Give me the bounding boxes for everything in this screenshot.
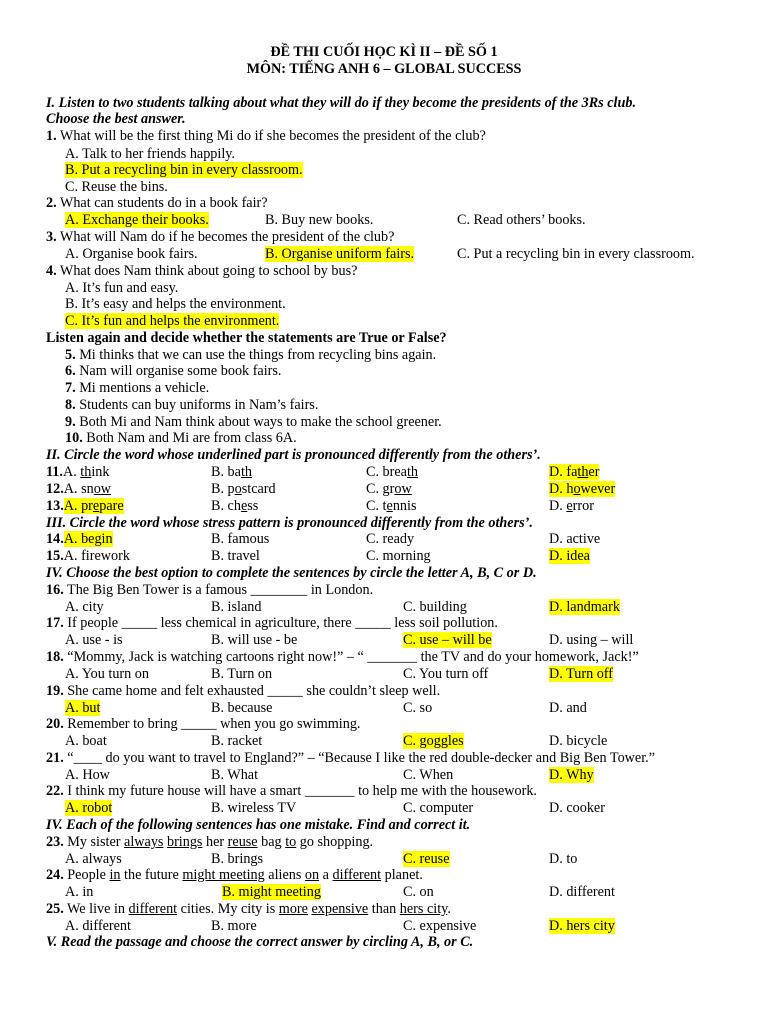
statement-7: 7. Mi mentions a vehicle. [65, 380, 210, 396]
q12-a[interactable]: 12.A. snow [46, 481, 112, 497]
question-18: 18. “Mommy, Jack is watching cartoons right now!” – “ _______ the TV and do your homework, Jack!” [46, 649, 639, 665]
q16-a[interactable]: A. city [65, 599, 104, 615]
q11-a[interactable]: 11.A. think [46, 464, 110, 480]
q11-d[interactable]: D. father [549, 464, 600, 480]
q15-a[interactable]: 15.A. firework [46, 548, 130, 564]
q19-a[interactable]: A. but [65, 700, 101, 716]
q13-b[interactable]: B. chess [211, 498, 259, 514]
q19-d[interactable]: D. and [549, 700, 587, 716]
question-2: 2. What can students do in a book fair? [46, 195, 268, 211]
q22-a[interactable]: A. robot [65, 800, 113, 816]
q25-b[interactable]: B. more [211, 918, 257, 934]
q13-d[interactable]: D. error [549, 498, 594, 514]
question-24: 24. People in the future might meeting aliens on a different planet. [46, 867, 423, 883]
q14-b[interactable]: B. famous [211, 531, 270, 547]
q24-a[interactable]: A. in [65, 884, 94, 900]
q20-b[interactable]: B. racket [211, 733, 263, 749]
section-1-heading: I. Listen to two students talking about what they will do if they become the presidents of the 3Rs club. [46, 95, 637, 111]
q16-b[interactable]: B. island [211, 599, 262, 615]
exam-subject: MÔN: TIẾNG ANH 6 – GLOBAL SUCCESS [246, 61, 522, 77]
q13-c[interactable]: C. tennis [366, 498, 417, 514]
question-16: 16. The Big Ben Tower is a famous ________ in London. [46, 582, 374, 598]
q19-b[interactable]: B. because [211, 700, 273, 716]
section-6-heading: V. Read the passage and choose the correct answer by circling A, B, or C. [46, 934, 474, 950]
q17-a[interactable]: A. use - is [65, 632, 123, 648]
exam-title: ĐỀ THI CUỐI HỌC KÌ II – ĐỀ SỐ 1 [270, 44, 498, 60]
q11-b[interactable]: B. bath [211, 464, 252, 480]
q16-d[interactable]: D. landmark [549, 599, 620, 615]
section-3-heading: III. Circle the word whose stress pattern is pronounced differently from the others’. [46, 515, 533, 531]
section-5-heading: IV. Each of the following sentences has one mistake. Find and correct it. [46, 817, 471, 833]
question-25: 25. We live in different cities. My city is more expensive than hers city. [46, 901, 451, 917]
q15-c[interactable]: C. morning [366, 548, 431, 564]
section-4-heading: IV. Choose the best option to complete the sentences by circle the letter A, B, C or D. [46, 565, 537, 581]
q12-d[interactable]: D. however [549, 481, 616, 497]
q21-d[interactable]: D. Why [549, 767, 594, 783]
question-19: 19. She came home and felt exhausted _____ she couldn’t sleep well. [46, 683, 441, 699]
q21-b[interactable]: B. What [211, 767, 259, 783]
q15-d[interactable]: D. idea [549, 548, 590, 564]
q1-option-c[interactable]: C. Reuse the bins. [65, 179, 168, 195]
q20-c[interactable]: C. goggles [403, 733, 464, 749]
question-17: 17. If people _____ less chemical in agriculture, there _____ less soil pollution. [46, 615, 498, 631]
q18-b[interactable]: B. Turn on [211, 666, 273, 682]
q24-b[interactable]: B. might meeting [222, 884, 321, 900]
q23-d[interactable]: D. to [549, 851, 578, 867]
q14-d[interactable]: D. active [549, 531, 601, 547]
true-false-heading: Listen again and decide whether the statements are True or False? [46, 330, 447, 346]
question-22: 22. I think my future house will have a smart _______ to help me with the housework. [46, 783, 537, 799]
q4-option-c[interactable]: C. It’s fun and helps the environment. [65, 313, 280, 329]
q18-d[interactable]: D. Turn off [549, 666, 613, 682]
q22-d[interactable]: D. cooker [549, 800, 605, 816]
q14-c[interactable]: C. ready [366, 531, 415, 547]
q12-c[interactable]: C. grow [366, 481, 412, 497]
q17-c[interactable]: C. use – will be [403, 632, 492, 648]
q13-a[interactable]: 13.A. prepare [46, 498, 124, 514]
q3-option-a[interactable]: A. Organise book fairs. [65, 246, 198, 262]
question-23: 23. My sister always brings her reuse bag to go shopping. [46, 834, 374, 850]
q23-c[interactable]: C. reuse [403, 851, 450, 867]
q25-c[interactable]: C. expensive [403, 918, 477, 934]
q3-option-c[interactable]: C. Put a recycling bin in every classroom. [457, 246, 695, 262]
q25-d[interactable]: D. hers city [549, 918, 615, 934]
q2-option-a[interactable]: A. Exchange their books. [65, 212, 209, 228]
statement-6: 6. Nam will organise some book fairs. [65, 363, 282, 379]
q23-a[interactable]: A. always [65, 851, 122, 867]
q18-a[interactable]: A. You turn on [65, 666, 149, 682]
q2-option-b[interactable]: B. Buy new books. [265, 212, 374, 228]
q16-c[interactable]: C. building [403, 599, 467, 615]
q19-c[interactable]: C. so [403, 700, 433, 716]
question-3: 3. What will Nam do if he becomes the president of the club? [46, 229, 395, 245]
statement-8: 8. Students can buy uniforms in Nam’s fairs. [65, 397, 319, 413]
q23-b[interactable]: B. brings [211, 851, 264, 867]
question-4: 4. What does Nam think about going to school by bus? [46, 263, 358, 279]
statement-10: 10. Both Nam and Mi are from class 6A. [65, 430, 297, 446]
q4-option-b[interactable]: B. It’s easy and helps the environment. [65, 296, 286, 312]
statement-5: 5. Mi thinks that we can use the things from recycling bins again. [65, 347, 437, 363]
q2-option-c[interactable]: C. Read others’ books. [457, 212, 586, 228]
q20-a[interactable]: A. boat [65, 733, 107, 749]
q20-d[interactable]: D. bicycle [549, 733, 608, 749]
q14-a[interactable]: 14.A. begin [46, 531, 113, 547]
q18-c[interactable]: C. You turn off [403, 666, 489, 682]
q1-option-a[interactable]: A. Talk to her friends happily. [65, 146, 236, 162]
question-1: 1. What will be the first thing Mi do if she becomes the president of the club? [46, 128, 486, 144]
q24-c[interactable]: C. on [403, 884, 434, 900]
q22-c[interactable]: C. computer [403, 800, 474, 816]
q21-a[interactable]: A. How [65, 767, 110, 783]
q17-d[interactable]: D. using – will [549, 632, 634, 648]
q21-c[interactable]: C. When [403, 767, 454, 783]
statement-9: 9. Both Mi and Nam think about ways to make the school greener. [65, 414, 442, 430]
section-2-heading: II. Circle the word whose underlined part is pronounced differently from the others’. [46, 447, 541, 463]
q17-b[interactable]: B. will use - be [211, 632, 298, 648]
question-20: 20. Remember to bring _____ when you go swimming. [46, 716, 361, 732]
q3-option-b[interactable]: B. Organise uniform fairs. [265, 246, 415, 262]
q25-a[interactable]: A. different [65, 918, 131, 934]
q12-b[interactable]: B. postcard [211, 481, 276, 497]
question-21: 21. “____ do you want to travel to England?” – “Because I like the red double-decker and Big Ben Tower.” [46, 750, 656, 766]
q11-c[interactable]: C. breath [366, 464, 419, 480]
section-1-heading-2: Choose the best answer. [46, 111, 186, 127]
q22-b[interactable]: B. wireless TV [211, 800, 297, 816]
q1-option-b[interactable]: B. Put a recycling bin in every classroom. [65, 162, 303, 178]
q24-d[interactable]: D. different [549, 884, 615, 900]
q15-b[interactable]: B. travel [211, 548, 260, 564]
q4-option-a[interactable]: A. It’s fun and easy. [65, 280, 179, 296]
